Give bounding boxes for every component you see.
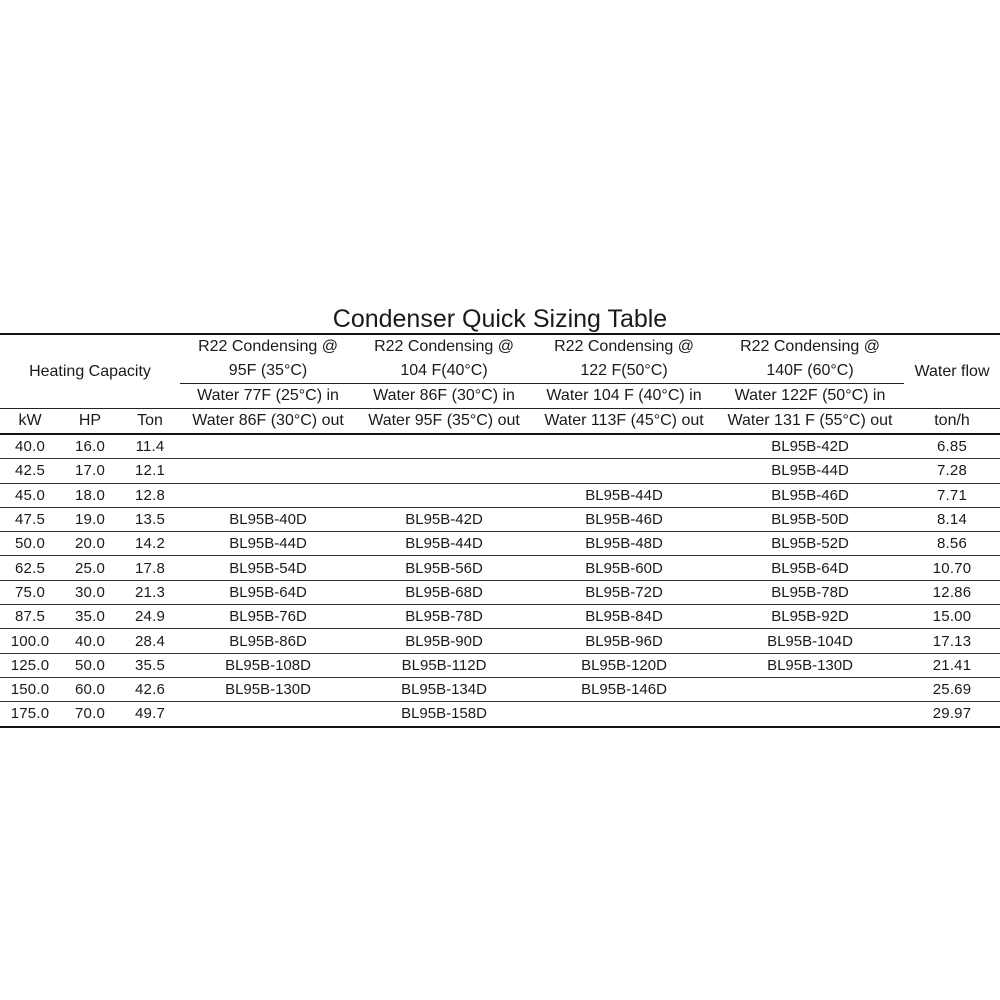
cell-model-140f [716,702,904,727]
cell-model-140f: BL95B-92D [716,605,904,629]
table-row [0,459,1000,483]
unit-water-flow: ton/h [904,409,1000,435]
condition-1-line4: Water 86F (30°C) out [180,409,356,435]
cell-model-140f: BL95B-78D [716,580,904,604]
cell-water-flow: 15.00 [904,605,1000,629]
table-row [0,580,1000,604]
cell-model-140f: BL95B-42D [716,434,904,459]
cell-hp: 50.0 [60,653,120,677]
cell-kw: 62.5 [0,556,60,580]
header-row-4 [0,409,1000,435]
cell-kw: 150.0 [0,677,60,701]
condition-2-line3: Water 86F (30°C) in [356,384,532,409]
table-row [0,702,1000,727]
cell-water-flow: 10.70 [904,556,1000,580]
cell-model-104f: BL95B-56D [356,556,532,580]
cell-model-122f: BL95B-84D [532,605,716,629]
cell-hp: 16.0 [60,434,120,459]
cell-model-122f [532,702,716,727]
cell-model-140f: BL95B-104D [716,629,904,653]
table-row [0,434,1000,459]
condition-4-line2: 140F (60°C) [766,362,854,379]
cell-model-140f [716,677,904,701]
cell-water-flow: 8.14 [904,507,1000,531]
cell-ton: 12.8 [120,483,180,507]
cell-model-95f: BL95B-76D [180,605,356,629]
condition-3-line3: Water 104 F (40°C) in [532,384,716,409]
cell-model-104f [356,459,532,483]
condenser-sizing-table [0,333,1000,728]
cell-model-104f: BL95B-134D [356,677,532,701]
cell-hp: 30.0 [60,580,120,604]
table-row [0,507,1000,531]
heading-water-flow: Water flow [914,362,990,380]
cell-model-95f: BL95B-108D [180,653,356,677]
cell-model-122f: BL95B-72D [532,580,716,604]
condition-4-line3: Water 122F (50°C) in [716,384,904,409]
cell-kw: 75.0 [0,580,60,604]
cell-model-95f: BL95B-64D [180,580,356,604]
cell-ton: 28.4 [120,629,180,653]
cell-ton: 11.4 [120,434,180,459]
condition-3-line1: R22 Condensing @ [554,338,694,355]
cell-water-flow: 6.85 [904,434,1000,459]
cell-model-95f [180,434,356,459]
condition-2-line2: 104 F(40°C) [400,362,488,379]
cell-hp: 70.0 [60,702,120,727]
cell-model-95f: BL95B-44D [180,532,356,556]
cell-hp: 17.0 [60,459,120,483]
cell-kw: 47.5 [0,507,60,531]
condition-2-line1: R22 Condensing @ [374,338,514,355]
cell-model-122f: BL95B-48D [532,532,716,556]
cell-model-140f: BL95B-44D [716,459,904,483]
condition-4-line1: R22 Condensing @ [740,338,880,355]
cell-model-95f [180,702,356,727]
cell-kw: 87.5 [0,605,60,629]
table-row [0,653,1000,677]
cell-hp: 19.0 [60,507,120,531]
cell-kw: 100.0 [0,629,60,653]
cell-model-122f: BL95B-46D [532,507,716,531]
condition-3-line4: Water 113F (45°C) out [532,409,716,435]
unit-ton: Ton [120,409,180,435]
cell-model-104f: BL95B-112D [356,653,532,677]
cell-model-122f [532,434,716,459]
unit-kw: kW [0,409,60,435]
cell-hp: 25.0 [60,556,120,580]
cell-model-104f: BL95B-158D [356,702,532,727]
cell-ton: 24.9 [120,605,180,629]
table-row [0,605,1000,629]
cell-model-122f: BL95B-120D [532,653,716,677]
cell-model-122f: BL95B-146D [532,677,716,701]
cell-water-flow: 12.86 [904,580,1000,604]
condition-3-line2: 122 F(50°C) [580,362,668,379]
cell-hp: 40.0 [60,629,120,653]
cell-model-122f [532,459,716,483]
table-body [0,434,1000,727]
cell-model-95f [180,483,356,507]
condition-1-line2: 95F (35°C) [228,362,308,379]
cell-model-122f: BL95B-96D [532,629,716,653]
cell-model-140f: BL95B-52D [716,532,904,556]
cell-ton: 49.7 [120,702,180,727]
cell-ton: 21.3 [120,580,180,604]
cell-hp: 20.0 [60,532,120,556]
cell-model-104f: BL95B-42D [356,507,532,531]
cell-water-flow: 7.28 [904,459,1000,483]
cell-ton: 13.5 [120,507,180,531]
cell-model-95f: BL95B-86D [180,629,356,653]
cell-kw: 125.0 [0,653,60,677]
cell-model-104f [356,434,532,459]
heading-heating-capacity: Heating Capacity [29,362,151,380]
condition-1-line1: R22 Condensing @ [198,338,338,355]
cell-kw: 42.5 [0,459,60,483]
cell-hp: 18.0 [60,483,120,507]
cell-model-104f: BL95B-78D [356,605,532,629]
cell-water-flow: 21.41 [904,653,1000,677]
condition-4-line4: Water 131 F (55°C) out [716,409,904,435]
cell-kw: 175.0 [0,702,60,727]
cell-ton: 42.6 [120,677,180,701]
table-row [0,532,1000,556]
table-row [0,629,1000,653]
cell-kw: 45.0 [0,483,60,507]
cell-hp: 60.0 [60,677,120,701]
cell-model-104f: BL95B-44D [356,532,532,556]
unit-hp: HP [60,409,120,435]
cell-model-95f [180,459,356,483]
cell-model-95f: BL95B-130D [180,677,356,701]
cell-model-140f: BL95B-64D [716,556,904,580]
cell-model-122f: BL95B-60D [532,556,716,580]
cell-model-140f: BL95B-46D [716,483,904,507]
table-title: Condenser Quick Sizing Table [332,305,668,333]
cell-water-flow: 29.97 [904,702,1000,727]
cell-model-104f [356,483,532,507]
condition-2-line4: Water 95F (35°C) out [356,409,532,435]
cell-model-140f: BL95B-50D [716,507,904,531]
cell-hp: 35.0 [60,605,120,629]
cell-ton: 17.8 [120,556,180,580]
cell-ton: 12.1 [120,459,180,483]
cell-water-flow: 17.13 [904,629,1000,653]
cell-model-95f: BL95B-40D [180,507,356,531]
cell-water-flow: 8.56 [904,532,1000,556]
cell-model-104f: BL95B-68D [356,580,532,604]
cell-model-95f: BL95B-54D [180,556,356,580]
condition-1-line3: Water 77F (25°C) in [180,384,356,409]
cell-ton: 14.2 [120,532,180,556]
cell-ton: 35.5 [120,653,180,677]
cell-model-122f: BL95B-44D [532,483,716,507]
cell-model-104f: BL95B-90D [356,629,532,653]
cell-model-140f: BL95B-130D [716,653,904,677]
table-row [0,556,1000,580]
cell-kw: 40.0 [0,434,60,459]
table-row [0,677,1000,701]
header-row-1 [0,334,1000,359]
cell-water-flow: 7.71 [904,483,1000,507]
table-row [0,483,1000,507]
cell-water-flow: 25.69 [904,677,1000,701]
cell-kw: 50.0 [0,532,60,556]
